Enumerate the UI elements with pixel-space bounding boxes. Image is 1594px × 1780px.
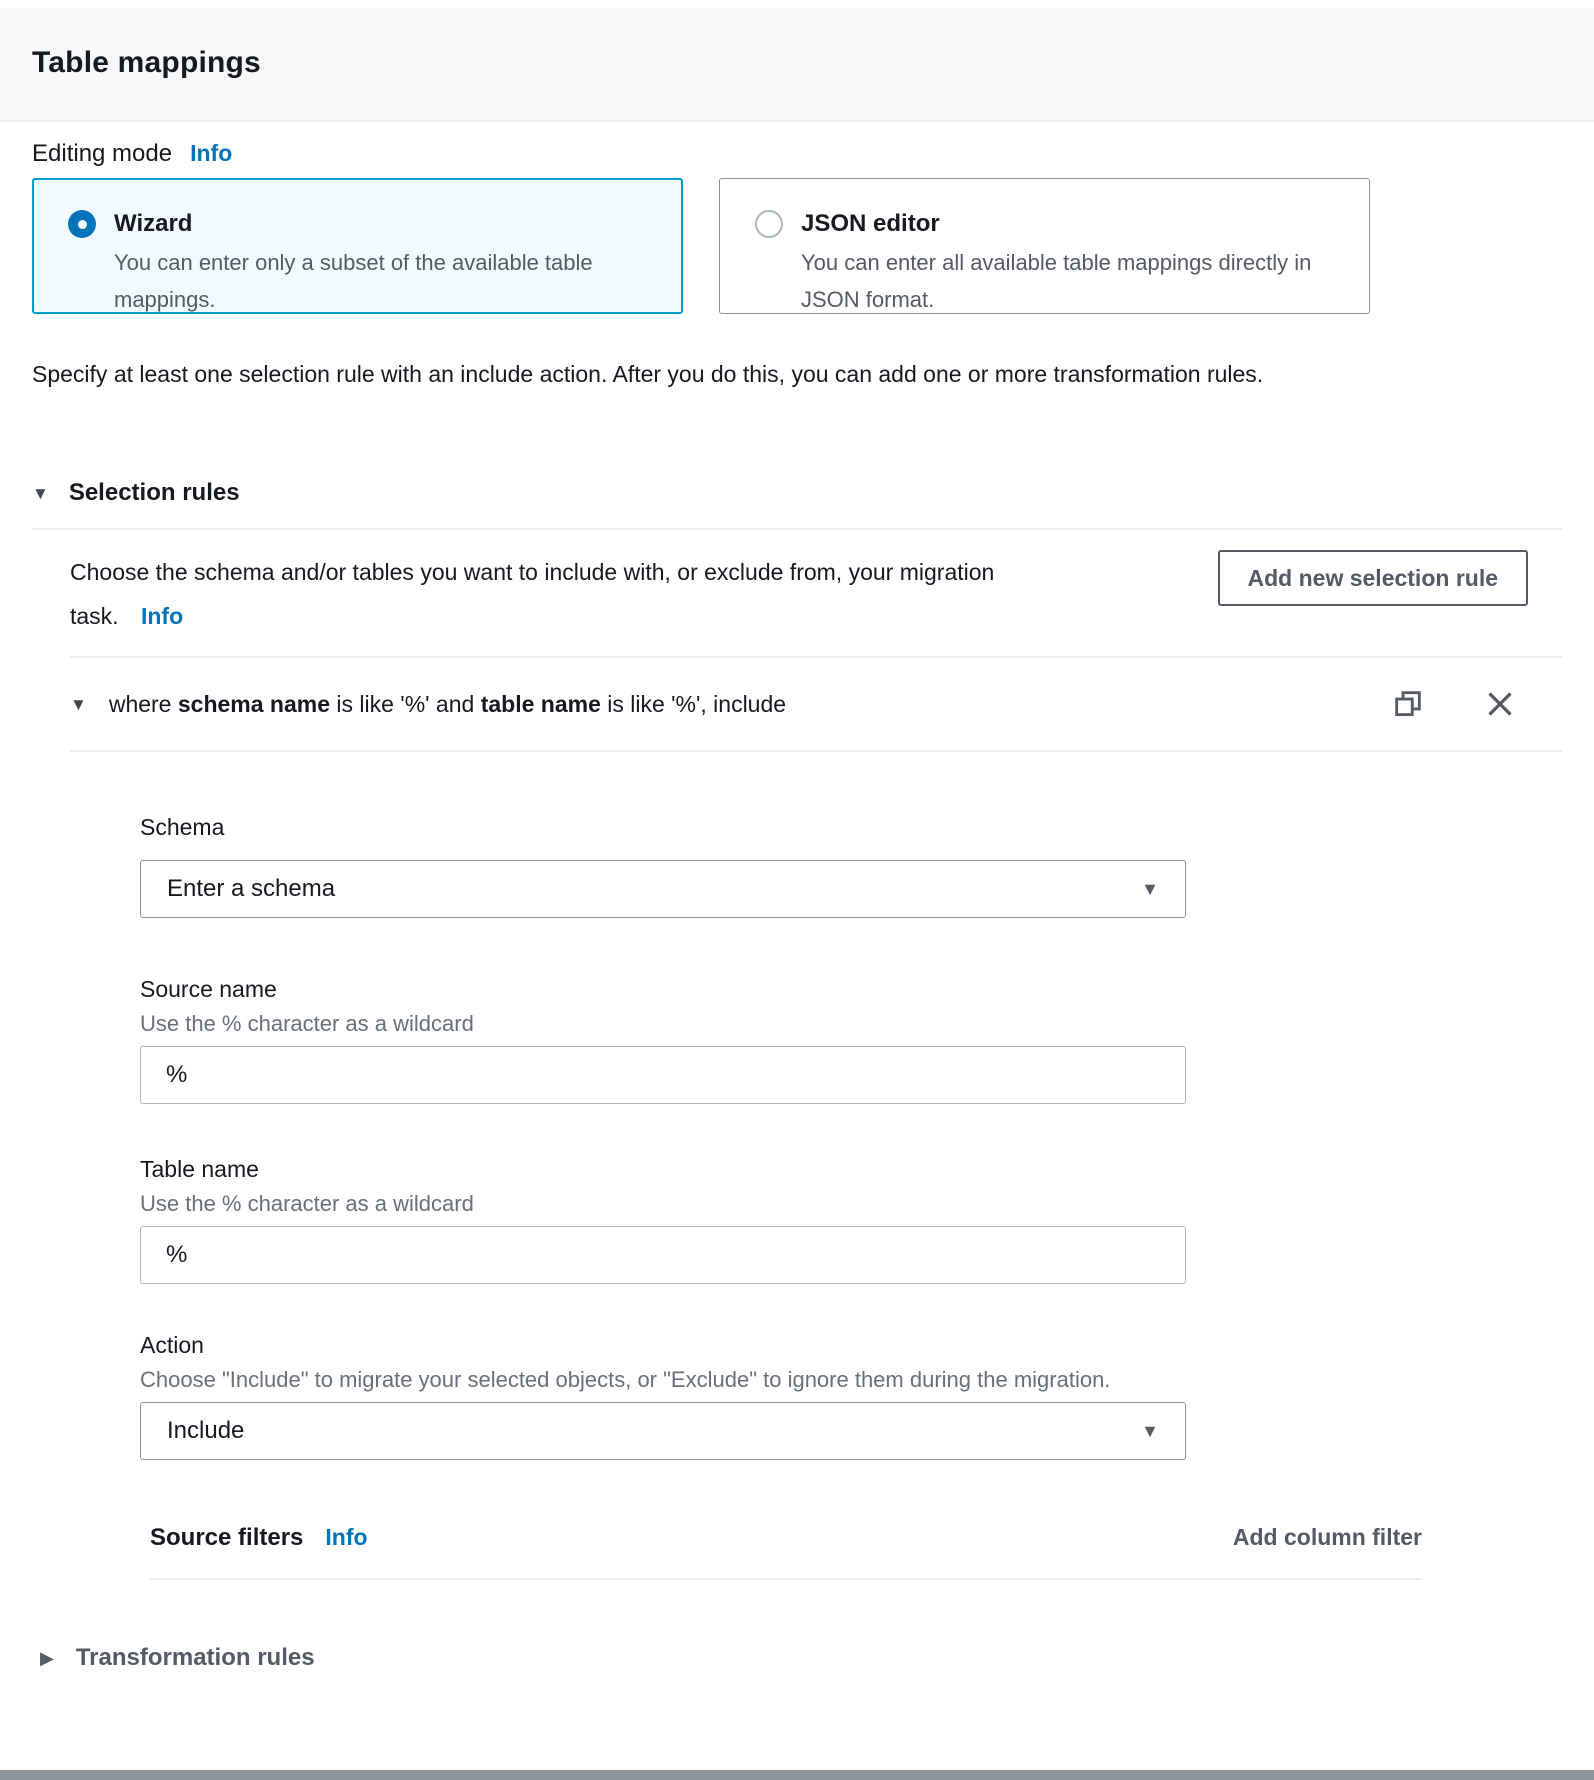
- selection-rules-info-link[interactable]: Info: [140, 603, 184, 629]
- summary-table-name: table name: [480, 690, 601, 717]
- summary-schema-name: schema name: [177, 690, 331, 717]
- selection-rules-description-text: Choose the schema and/or tables you want to include with, or exclude from, your migration task.: [70, 559, 995, 629]
- source-name-helper: Use the % character as a wildcard: [140, 1011, 474, 1036]
- selection-rules-toolbar: [70, 550, 1562, 638]
- chevron-down-icon: ▼: [32, 483, 49, 503]
- editing-mode-options: [32, 178, 1562, 314]
- radio-selected-icon[interactable]: [68, 210, 96, 238]
- schema-label: Schema: [140, 814, 225, 840]
- action-helper: Choose "Include" to migrate your selected objects, or "Exclude" to ignore them during the migration.: [140, 1367, 1111, 1392]
- page-header: [0, 8, 1594, 122]
- chevron-right-icon: ▶: [40, 1648, 54, 1668]
- radio-unselected-icon[interactable]: [755, 210, 783, 238]
- duplicate-icon[interactable]: [1388, 684, 1428, 724]
- json-editor-option-text: [801, 207, 1333, 318]
- chevron-down-icon: ▼: [1141, 878, 1159, 899]
- divider: [70, 750, 1562, 752]
- intro-text: Specify at least one selection rule with an include action. After you do this, you can add one or more transformation rules.: [32, 361, 1264, 387]
- editing-mode-option-wizard[interactable]: [32, 178, 683, 314]
- source-name-label: Source name: [140, 976, 277, 1002]
- source-name-input[interactable]: [140, 1046, 1186, 1104]
- editing-mode-info-link[interactable]: Info: [190, 140, 233, 166]
- selection-rule-form: [140, 812, 1562, 1460]
- source-filters-info-link[interactable]: Info: [325, 1524, 368, 1550]
- wizard-option-description: You can enter only a subset of the available table mappings.: [114, 250, 593, 312]
- schema-select[interactable]: [140, 860, 1186, 918]
- main-content: [0, 122, 1594, 1672]
- source-filters-heading: [150, 1524, 368, 1552]
- page-title: Table mappings: [32, 46, 261, 79]
- selection-rules-description: [70, 550, 1010, 638]
- table-name-label: Table name: [140, 1156, 259, 1182]
- chevron-down-icon: ▼: [1141, 1420, 1159, 1441]
- json-editor-option-label: JSON editor: [801, 210, 940, 237]
- top-strip: [0, 0, 1594, 8]
- close-icon[interactable]: [1480, 684, 1520, 724]
- wizard-option-text: [114, 207, 646, 318]
- wizard-option-label: Wizard: [114, 210, 193, 237]
- summary-prefix: where: [108, 690, 178, 717]
- selection-rule-row: [70, 658, 1562, 750]
- divider: [150, 1578, 1422, 1580]
- selection-rules-header[interactable]: [32, 476, 1562, 510]
- json-editor-option-description: You can enter all available table mappings directly in JSON format.: [801, 250, 1312, 312]
- action-select-value: Include: [167, 1417, 245, 1444]
- add-selection-rule-button[interactable]: Add new selection rule: [1218, 550, 1529, 606]
- add-column-filter-button[interactable]: Add column filter: [1232, 1524, 1422, 1550]
- selection-rule-summary: [109, 691, 786, 718]
- chevron-down-icon[interactable]: ▼: [70, 694, 87, 714]
- selection-rules-title: Selection rules: [68, 479, 240, 506]
- table-name-input[interactable]: [140, 1226, 1186, 1284]
- source-filters-section: [150, 1524, 1422, 1580]
- source-filters-title: Source filters: [150, 1524, 304, 1551]
- editing-mode-option-json-editor[interactable]: [719, 178, 1370, 314]
- summary-mid: is like '%' and: [330, 690, 481, 717]
- transformation-rules-header[interactable]: [40, 1644, 1562, 1672]
- summary-suffix: is like '%', include: [600, 690, 787, 717]
- schema-select-value: Enter a schema: [167, 875, 336, 902]
- editing-mode-label: Editing mode: [32, 140, 173, 167]
- editing-mode-row: [32, 140, 1562, 172]
- action-select[interactable]: [140, 1402, 1186, 1460]
- transformation-rules-title: Transformation rules: [75, 1644, 315, 1671]
- divider: [32, 528, 1562, 530]
- table-name-helper: Use the % character as a wildcard: [140, 1191, 474, 1216]
- bottom-scroll-bar[interactable]: [0, 1770, 1594, 1780]
- action-label: Action: [140, 1332, 204, 1358]
- source-filters-row: [150, 1524, 1422, 1552]
